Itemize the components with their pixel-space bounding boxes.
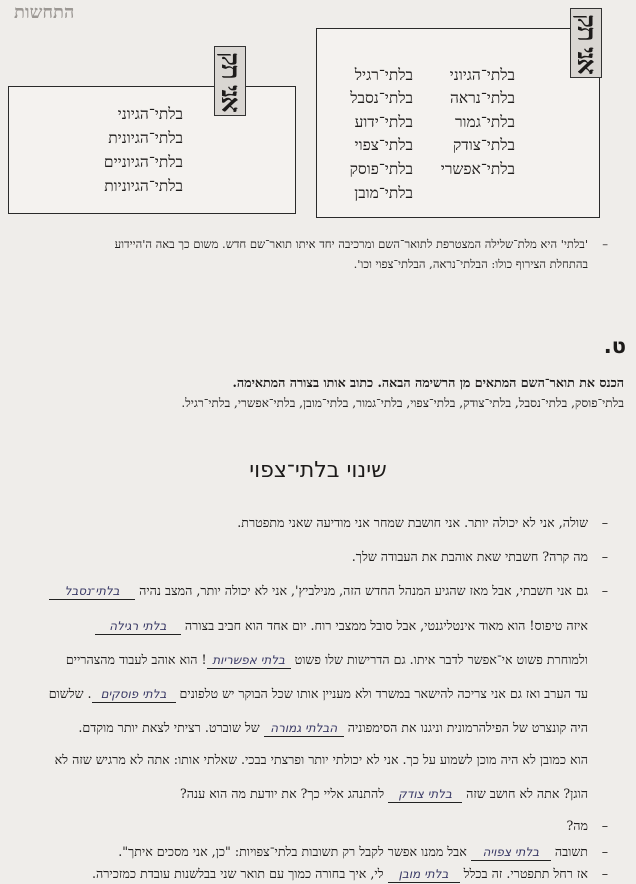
story-line-10: –תשובה בלתי צפויה אבל ממנו אפשר לקבל רק תשובות בלתי־צפויות: "כן, אני מסכים איתך". [118, 844, 608, 859]
grammar-note-1: –'בלתי' היא מלת־שלילה המצטרפת לתואר־השם ומרכיבה יחד איתו תואר־שם חדש. משום כך באה ה'היידוע [114, 237, 608, 251]
box-left-0: בלתי־הגיוני [117, 105, 183, 123]
story-text-1: מה קרה? חשבתי שאת אוהבת את העבודה שלך. [351, 549, 588, 564]
instruction: הכנס את תואר־השם המתאים מן הרשימה הבאה. כתוב אותו בצורה המתאימה. [232, 375, 624, 390]
header-fragment: התחשות [14, 2, 75, 23]
answer-blank-3[interactable]: בלתי רגילה [95, 618, 181, 635]
story-line-0: –שולה, אני לא יכולה יותר. אני חושבת שמחר אני מודיעה שאני מתפטרת. [237, 515, 608, 530]
story-line-2: –גם אני חשבתי, אבל מאז שהגיע המנהל החדש הזה, מנילביץ', אני לא יכולה יותר, המצב נהיה בלתי־נסבל [28, 583, 608, 600]
story-text-10: תשובה [554, 844, 588, 859]
story-after-8: להתנהג אליי כך? את יודעת מה הוא ענה? [180, 786, 385, 801]
section-letter: ט. [603, 334, 626, 358]
box-right-a-1: בלתי־נראה [449, 89, 515, 107]
box-left-3: בלתי־הגיוניות [104, 177, 183, 195]
story-line-7 [28, 752, 588, 768]
grammar-note-2 [28, 256, 588, 272]
tag-right-label: אני תק [571, 13, 601, 73]
answer-blank-8[interactable]: בלתי צודק [388, 786, 462, 803]
word-list: בלתי־פוסק, בלתי־נסבל, בלתי־צודק, בלתי־צפוי, בלתי־גמור, בלתי־מובן, בלתי־אפשרי, בלתי־רגיל. [181, 396, 624, 410]
answer-blank-10[interactable]: בלתי צפויה [471, 844, 551, 861]
story-text-0: שולה, אני לא יכולה יותר. אני חושבת שמחר אני מודיעה שאני מתפטרת. [237, 515, 588, 530]
story-text-11: אז רחל תתפטרי. זה בכלל [463, 866, 588, 881]
story-text-8: הוגן? אתה לא חושב שזה [466, 786, 588, 801]
story-line-8 [28, 786, 588, 803]
box-right-b-4: בלתי־פוסק [349, 160, 413, 178]
story-after-5: . שלשום [48, 686, 92, 701]
story-line-9: –מה? [566, 818, 608, 833]
story-text-9: מה? [566, 818, 588, 833]
box-right-b-1: בלתי־נסבל [350, 89, 413, 107]
story-text-4: ולמוחרת פשוט אי־אפשר לדבר איתו. גם הדרישות שלו פשוט [294, 652, 588, 667]
story-text-3: איזה טיפוס! הוא מאוד אינטליגנטי, אבל סובל ממצבי רוח. יום אחד הוא חביב בצורה [184, 618, 588, 633]
grammar-note-text-2: בהתחלת הצירוף כולו: הבלתי־נראה, הבלתי־צפוי וכו'. [353, 257, 588, 271]
box-right-b-3: בלתי־צפוי [354, 136, 413, 154]
box-right-a-0: בלתי־הגיוני [449, 66, 515, 84]
story-text-2: גם אני חשבתי, אבל מאז שהגיע המנהל החדש הזה, מנילביץ', אני לא יכולה יותר, המצב נהיה [139, 583, 588, 598]
box-left-1: בלתי־הגיונית [108, 129, 183, 147]
story-after-6: של שוברט. רציתי לצאת יותר מוקדם. [78, 720, 260, 735]
story-line-11: –אז רחל תתפטרי. זה בכלל בלתי מובן לי, איך בחורה כמוך עם תואר שני בבלשנות עובדת כמזכירה. [91, 866, 608, 881]
grammar-note-text-1: 'בלתי' היא מלת־שלילה המצטרפת לתואר־השם ומרכיבה יחד איתו תואר־שם חדש. משום כך באה ה'היידוע [114, 237, 588, 251]
answer-blank-6[interactable]: הבלתי גמורה [264, 720, 344, 737]
story-line-6 [28, 720, 588, 737]
word-box-right [316, 28, 600, 218]
story-text-7: הוא כמובן לא היה מוכן לשמוע על כך. אני לא יכולתי יותר ופרצתי בבכי. שאלתי אותו: אתה לא מרגיש שזה לא [54, 752, 588, 767]
ani-tak-tag-right [570, 8, 602, 78]
box-right-b-0: בלתי־רגיל [354, 66, 413, 84]
story-line-3 [28, 618, 588, 635]
story-line-4 [28, 652, 588, 669]
story-title: שינוי בלתי־צפוי [249, 458, 387, 483]
answer-blank-2[interactable]: בלתי־נסבל [49, 583, 135, 600]
tag-left-label: אני תק [215, 51, 245, 111]
story-text-6: היה קונצרט של הפילהרמונית וניגנו את הסימפוניה [347, 720, 588, 735]
story-line-5 [28, 686, 588, 703]
box-right-a-4: בלתי־אפשרי [440, 160, 515, 178]
answer-blank-4[interactable]: בלתי אפשריות [207, 652, 291, 669]
box-right-b-2: בלתי־ידוע [354, 113, 413, 131]
story-after-10: אבל ממנו אפשר לקבל רק תשובות בלתי־צפויות: "כן, אני מסכים איתך". [118, 844, 467, 859]
story-after-4: ! הוא אוהב לעבוד מהצהריים [65, 652, 207, 667]
answer-blank-11[interactable]: בלתי מובן [388, 866, 460, 883]
box-right-a-2: בלתי־גמור [454, 113, 515, 131]
story-line-1: –מה קרה? חשבתי שאת אוהבת את העבודה שלך. [351, 549, 608, 564]
box-left-2: בלתי־הגיוניים [103, 153, 183, 171]
story-after-11: לי, איך בחורה כמוך עם תואר שני בבלשנות עובדת כמזכירה. [91, 866, 384, 881]
story-text-5: עד הערב ואז גם אני צריכה להישאר במשרד ולא מעניין אותו שכל הבוקר יש טלפונים [179, 686, 588, 701]
box-right-a-3: בלתי־צודק [452, 136, 515, 154]
word-box-left [8, 86, 296, 214]
ani-tak-tag-left [214, 46, 246, 116]
box-right-b-5: בלתי־מובן [354, 184, 413, 202]
answer-blank-5[interactable]: בלתי פוסקים [92, 686, 176, 703]
